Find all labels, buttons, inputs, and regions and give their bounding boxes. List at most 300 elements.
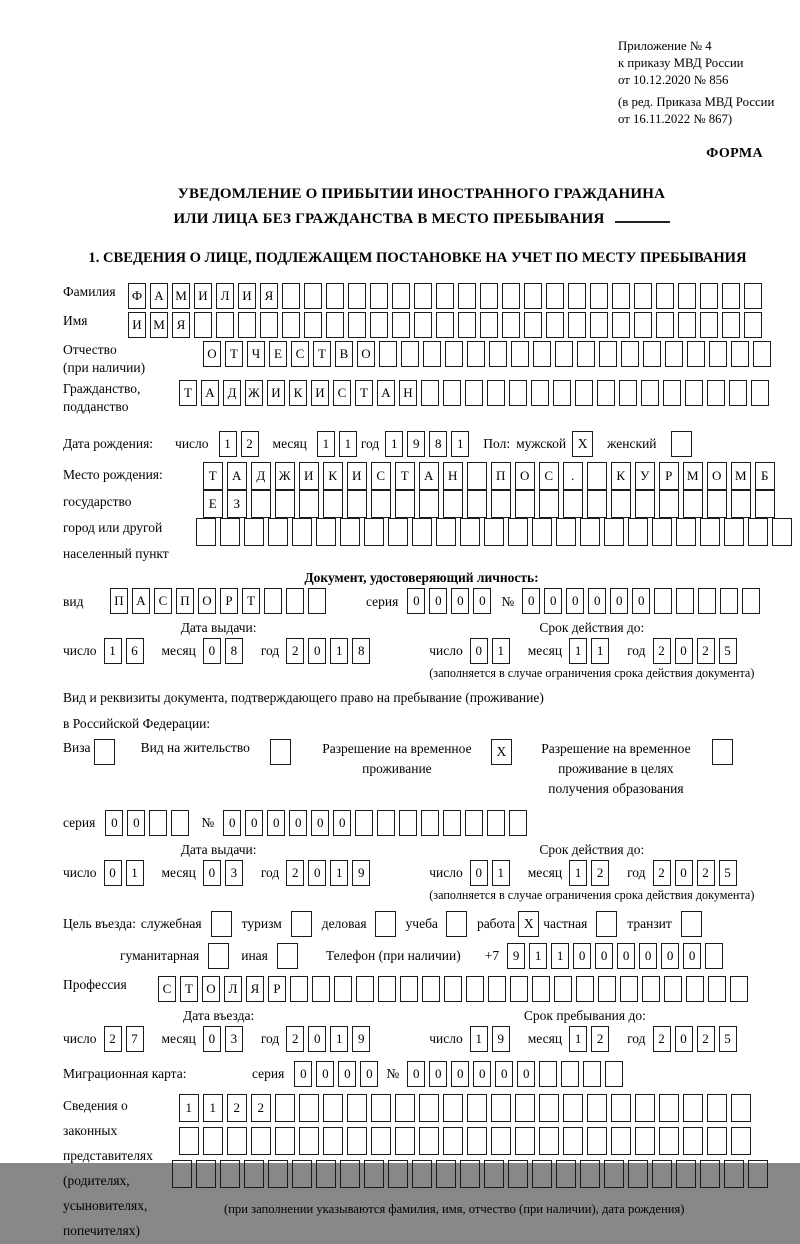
char-box[interactable]: [683, 490, 703, 518]
char-box[interactable]: [597, 380, 615, 406]
char-box[interactable]: И: [311, 380, 329, 406]
char-box[interactable]: [334, 976, 352, 1002]
char-box[interactable]: [371, 490, 391, 518]
char-box[interactable]: [502, 283, 520, 309]
char-box[interactable]: [532, 1160, 552, 1188]
char-box[interactable]: [484, 518, 504, 546]
char-box[interactable]: 0: [470, 860, 488, 886]
char-box[interactable]: 0: [308, 860, 326, 886]
char-box[interactable]: 0: [245, 810, 263, 836]
char-box[interactable]: [304, 283, 322, 309]
char-box[interactable]: [299, 1094, 319, 1122]
char-box[interactable]: [604, 1160, 624, 1188]
char-box[interactable]: [282, 312, 300, 338]
char-box[interactable]: 0: [632, 588, 650, 614]
char-box[interactable]: Т: [225, 341, 243, 367]
char-box[interactable]: [419, 490, 439, 518]
char-box[interactable]: 9: [352, 860, 370, 886]
char-box[interactable]: [580, 518, 600, 546]
char-box[interactable]: [683, 1127, 703, 1155]
char-box[interactable]: [445, 341, 463, 367]
char-box[interactable]: 2: [251, 1094, 271, 1122]
char-box[interactable]: [489, 341, 507, 367]
char-box[interactable]: У: [635, 462, 655, 490]
char-box[interactable]: 9: [352, 1026, 370, 1052]
char-box[interactable]: [634, 312, 652, 338]
char-box[interactable]: [414, 283, 432, 309]
char-box[interactable]: [515, 490, 535, 518]
char-box[interactable]: [621, 341, 639, 367]
char-box[interactable]: 2: [653, 638, 671, 664]
char-box[interactable]: [392, 312, 410, 338]
char-box[interactable]: [370, 283, 388, 309]
char-box[interactable]: А: [132, 588, 150, 614]
char-box[interactable]: Н: [399, 380, 417, 406]
char-box[interactable]: 1: [330, 638, 348, 664]
char-box[interactable]: [612, 283, 630, 309]
char-box[interactable]: [546, 312, 564, 338]
char-box[interactable]: [515, 1094, 535, 1122]
purpose-other-checkbox[interactable]: [277, 943, 298, 969]
char-box[interactable]: [264, 588, 282, 614]
char-box[interactable]: [685, 380, 703, 406]
char-box[interactable]: А: [419, 462, 439, 490]
char-box[interactable]: [676, 588, 694, 614]
char-box[interactable]: 3: [225, 1026, 243, 1052]
char-box[interactable]: [275, 1094, 295, 1122]
char-box[interactable]: Я: [172, 312, 190, 338]
char-box[interactable]: [722, 283, 740, 309]
char-box[interactable]: 9: [507, 943, 525, 969]
char-box[interactable]: 0: [544, 588, 562, 614]
char-box[interactable]: Д: [223, 380, 241, 406]
char-box[interactable]: 8: [352, 638, 370, 664]
char-box[interactable]: [275, 1127, 295, 1155]
char-box[interactable]: [458, 283, 476, 309]
char-box[interactable]: [605, 1061, 623, 1087]
char-box[interactable]: [172, 1160, 192, 1188]
char-box[interactable]: [641, 380, 659, 406]
char-box[interactable]: 1: [492, 860, 510, 886]
char-box[interactable]: С: [539, 462, 559, 490]
char-box[interactable]: [539, 1094, 559, 1122]
char-box[interactable]: [251, 490, 271, 518]
char-box[interactable]: Ж: [245, 380, 263, 406]
char-box[interactable]: [553, 380, 571, 406]
char-box[interactable]: А: [227, 462, 247, 490]
char-box[interactable]: 0: [223, 810, 241, 836]
char-box[interactable]: [556, 518, 576, 546]
char-box[interactable]: [532, 976, 550, 1002]
char-box[interactable]: [395, 1127, 415, 1155]
char-box[interactable]: М: [172, 283, 190, 309]
char-box[interactable]: [587, 1094, 607, 1122]
char-box[interactable]: [467, 341, 485, 367]
char-box[interactable]: [395, 490, 415, 518]
char-box[interactable]: [467, 490, 487, 518]
char-box[interactable]: В: [335, 341, 353, 367]
char-box[interactable]: [484, 1160, 504, 1188]
char-box[interactable]: 1: [179, 1094, 199, 1122]
char-box[interactable]: 0: [661, 943, 679, 969]
char-box[interactable]: 9: [407, 431, 425, 457]
char-box[interactable]: О: [203, 341, 221, 367]
char-box[interactable]: [604, 518, 624, 546]
char-box[interactable]: [443, 380, 461, 406]
char-box[interactable]: 0: [333, 810, 351, 836]
char-box[interactable]: П: [176, 588, 194, 614]
char-box[interactable]: 0: [104, 860, 122, 886]
char-box[interactable]: [400, 976, 418, 1002]
char-box[interactable]: [412, 1160, 432, 1188]
char-box[interactable]: 2: [697, 1026, 715, 1052]
char-box[interactable]: [395, 1094, 415, 1122]
char-box[interactable]: Б: [755, 462, 775, 490]
char-box[interactable]: [678, 283, 696, 309]
char-box[interactable]: [244, 1160, 264, 1188]
char-box[interactable]: [347, 490, 367, 518]
char-box[interactable]: С: [158, 976, 176, 1002]
char-box[interactable]: [705, 943, 723, 969]
purpose-study-checkbox[interactable]: [446, 911, 467, 937]
char-box[interactable]: [663, 380, 681, 406]
char-box[interactable]: [412, 518, 432, 546]
char-box[interactable]: [561, 1061, 579, 1087]
char-box[interactable]: [654, 588, 672, 614]
char-box[interactable]: [436, 518, 456, 546]
char-box[interactable]: 0: [639, 943, 657, 969]
char-box[interactable]: [659, 490, 679, 518]
char-box[interactable]: [628, 1160, 648, 1188]
sex-male-checkbox[interactable]: X: [572, 431, 593, 457]
char-box[interactable]: [466, 976, 484, 1002]
char-box[interactable]: К: [323, 462, 343, 490]
char-box[interactable]: [377, 810, 395, 836]
char-box[interactable]: 0: [675, 638, 693, 664]
char-box[interactable]: 0: [127, 810, 145, 836]
char-box[interactable]: 2: [227, 1094, 247, 1122]
char-box[interactable]: [227, 1127, 247, 1155]
char-box[interactable]: И: [347, 462, 367, 490]
char-box[interactable]: 1: [330, 1026, 348, 1052]
char-box[interactable]: 8: [225, 638, 243, 664]
char-box[interactable]: 1: [203, 1094, 223, 1122]
char-box[interactable]: [687, 341, 705, 367]
char-box[interactable]: 0: [267, 810, 285, 836]
char-box[interactable]: [323, 490, 343, 518]
char-box[interactable]: [347, 1127, 367, 1155]
char-box[interactable]: [619, 380, 637, 406]
char-box[interactable]: [590, 312, 608, 338]
char-box[interactable]: [576, 976, 594, 1002]
char-box[interactable]: [491, 490, 511, 518]
visa-checkbox[interactable]: [94, 739, 115, 765]
char-box[interactable]: 1: [551, 943, 569, 969]
purpose-humanitarian-checkbox[interactable]: [208, 943, 229, 969]
char-box[interactable]: 1: [569, 860, 587, 886]
char-box[interactable]: [676, 518, 696, 546]
char-box[interactable]: [729, 380, 747, 406]
char-box[interactable]: [546, 283, 564, 309]
char-box[interactable]: [744, 283, 762, 309]
char-box[interactable]: 1: [317, 431, 335, 457]
char-box[interactable]: [556, 1160, 576, 1188]
char-box[interactable]: [665, 341, 683, 367]
char-box[interactable]: [753, 341, 771, 367]
char-box[interactable]: [577, 341, 595, 367]
char-box[interactable]: К: [611, 462, 631, 490]
char-box[interactable]: Я: [260, 283, 278, 309]
char-box[interactable]: [652, 518, 672, 546]
char-box[interactable]: 2: [653, 860, 671, 886]
char-box[interactable]: [260, 312, 278, 338]
char-box[interactable]: [392, 283, 410, 309]
char-box[interactable]: [755, 490, 775, 518]
char-box[interactable]: [502, 312, 520, 338]
char-box[interactable]: [487, 380, 505, 406]
char-box[interactable]: 2: [697, 638, 715, 664]
char-box[interactable]: [419, 1127, 439, 1155]
char-box[interactable]: [720, 588, 738, 614]
char-box[interactable]: 0: [316, 1061, 334, 1087]
char-box[interactable]: [340, 518, 360, 546]
char-box[interactable]: [563, 1127, 583, 1155]
char-box[interactable]: Т: [179, 380, 197, 406]
char-box[interactable]: [323, 1127, 343, 1155]
char-box[interactable]: 0: [470, 638, 488, 664]
char-box[interactable]: 5: [719, 1026, 737, 1052]
char-box[interactable]: Я: [246, 976, 264, 1002]
char-box[interactable]: 5: [719, 860, 737, 886]
char-box[interactable]: [491, 1094, 511, 1122]
char-box[interactable]: [515, 1127, 535, 1155]
char-box[interactable]: 0: [451, 588, 469, 614]
char-box[interactable]: [652, 1160, 672, 1188]
char-box[interactable]: Т: [242, 588, 260, 614]
char-box[interactable]: 0: [407, 1061, 425, 1087]
char-box[interactable]: 0: [308, 1026, 326, 1052]
char-box[interactable]: [509, 810, 527, 836]
char-box[interactable]: 0: [289, 810, 307, 836]
char-box[interactable]: О: [198, 588, 216, 614]
char-box[interactable]: 2: [591, 860, 609, 886]
char-box[interactable]: [580, 1160, 600, 1188]
char-box[interactable]: С: [371, 462, 391, 490]
char-box[interactable]: [268, 518, 288, 546]
sex-female-checkbox[interactable]: [671, 431, 692, 457]
char-box[interactable]: Ч: [247, 341, 265, 367]
char-box[interactable]: [480, 312, 498, 338]
char-box[interactable]: [539, 1127, 559, 1155]
char-box[interactable]: [568, 312, 586, 338]
char-box[interactable]: [531, 380, 549, 406]
char-box[interactable]: М: [683, 462, 703, 490]
char-box[interactable]: 3: [225, 860, 243, 886]
char-box[interactable]: [724, 518, 744, 546]
char-box[interactable]: [458, 312, 476, 338]
char-box[interactable]: [421, 810, 439, 836]
char-box[interactable]: И: [128, 312, 146, 338]
char-box[interactable]: [444, 976, 462, 1002]
char-box[interactable]: [275, 490, 295, 518]
char-box[interactable]: [299, 490, 319, 518]
char-box[interactable]: И: [299, 462, 319, 490]
char-box[interactable]: [678, 312, 696, 338]
char-box[interactable]: [634, 283, 652, 309]
char-box[interactable]: [700, 312, 718, 338]
char-box[interactable]: [216, 312, 234, 338]
char-box[interactable]: И: [238, 283, 256, 309]
char-box[interactable]: [620, 976, 638, 1002]
char-box[interactable]: 0: [451, 1061, 469, 1087]
char-box[interactable]: [642, 976, 660, 1002]
char-box[interactable]: [587, 462, 607, 490]
char-box[interactable]: [388, 1160, 408, 1188]
char-box[interactable]: О: [515, 462, 535, 490]
char-box[interactable]: П: [491, 462, 511, 490]
char-box[interactable]: [290, 976, 308, 1002]
purpose-transit-checkbox[interactable]: [681, 911, 702, 937]
char-box[interactable]: [194, 312, 212, 338]
char-box[interactable]: Д: [251, 462, 271, 490]
char-box[interactable]: И: [194, 283, 212, 309]
char-box[interactable]: [510, 976, 528, 1002]
char-box[interactable]: [220, 1160, 240, 1188]
char-box[interactable]: [488, 976, 506, 1002]
char-box[interactable]: [467, 462, 487, 490]
char-box[interactable]: [539, 1061, 557, 1087]
char-box[interactable]: [509, 380, 527, 406]
char-box[interactable]: [724, 1160, 744, 1188]
char-box[interactable]: [508, 518, 528, 546]
char-box[interactable]: О: [357, 341, 375, 367]
char-box[interactable]: Ж: [275, 462, 295, 490]
char-box[interactable]: И: [267, 380, 285, 406]
char-box[interactable]: [659, 1094, 679, 1122]
char-box[interactable]: [196, 518, 216, 546]
char-box[interactable]: .: [563, 462, 583, 490]
char-box[interactable]: 0: [595, 943, 613, 969]
char-box[interactable]: 1: [104, 638, 122, 664]
char-box[interactable]: [700, 1160, 720, 1188]
char-box[interactable]: [730, 976, 748, 1002]
char-box[interactable]: [628, 518, 648, 546]
char-box[interactable]: [323, 1094, 343, 1122]
char-box[interactable]: [436, 1160, 456, 1188]
char-box[interactable]: [443, 490, 463, 518]
char-box[interactable]: [421, 380, 439, 406]
char-box[interactable]: [282, 283, 300, 309]
char-box[interactable]: [286, 588, 304, 614]
char-box[interactable]: Е: [269, 341, 287, 367]
char-box[interactable]: 2: [241, 431, 259, 457]
char-box[interactable]: [371, 1127, 391, 1155]
char-box[interactable]: Р: [268, 976, 286, 1002]
char-box[interactable]: 0: [522, 588, 540, 614]
char-box[interactable]: [511, 341, 529, 367]
char-box[interactable]: [312, 976, 330, 1002]
char-box[interactable]: [419, 1094, 439, 1122]
char-box[interactable]: 0: [617, 943, 635, 969]
char-box[interactable]: [508, 1160, 528, 1188]
char-box[interactable]: 2: [591, 1026, 609, 1052]
char-box[interactable]: 0: [517, 1061, 535, 1087]
char-box[interactable]: [722, 312, 740, 338]
char-box[interactable]: [700, 518, 720, 546]
char-box[interactable]: 0: [407, 588, 425, 614]
char-box[interactable]: [203, 1127, 223, 1155]
char-box[interactable]: 1: [451, 431, 469, 457]
char-box[interactable]: [563, 1094, 583, 1122]
char-box[interactable]: 0: [338, 1061, 356, 1087]
char-box[interactable]: [460, 518, 480, 546]
char-box[interactable]: 8: [429, 431, 447, 457]
char-box[interactable]: [554, 976, 572, 1002]
char-box[interactable]: 1: [330, 860, 348, 886]
char-box[interactable]: [326, 283, 344, 309]
char-box[interactable]: [465, 380, 483, 406]
char-box[interactable]: А: [377, 380, 395, 406]
char-box[interactable]: 0: [311, 810, 329, 836]
char-box[interactable]: Т: [203, 462, 223, 490]
char-box[interactable]: [611, 490, 631, 518]
char-box[interactable]: 0: [473, 588, 491, 614]
char-box[interactable]: [612, 312, 630, 338]
char-box[interactable]: Т: [395, 462, 415, 490]
char-box[interactable]: [587, 1127, 607, 1155]
char-box[interactable]: [244, 518, 264, 546]
char-box[interactable]: Т: [180, 976, 198, 1002]
char-box[interactable]: [370, 312, 388, 338]
char-box[interactable]: [388, 518, 408, 546]
char-box[interactable]: 0: [294, 1061, 312, 1087]
char-box[interactable]: 0: [573, 943, 591, 969]
char-box[interactable]: [698, 588, 716, 614]
char-box[interactable]: [356, 976, 374, 1002]
char-box[interactable]: [683, 1094, 703, 1122]
char-box[interactable]: 0: [588, 588, 606, 614]
char-box[interactable]: [539, 490, 559, 518]
char-box[interactable]: 1: [591, 638, 609, 664]
char-box[interactable]: [487, 810, 505, 836]
char-box[interactable]: С: [333, 380, 351, 406]
char-box[interactable]: [467, 1127, 487, 1155]
char-box[interactable]: [643, 341, 661, 367]
char-box[interactable]: [744, 312, 762, 338]
char-box[interactable]: Р: [659, 462, 679, 490]
char-box[interactable]: [268, 1160, 288, 1188]
purpose-work-checkbox[interactable]: X: [518, 911, 539, 937]
char-box[interactable]: [347, 1094, 367, 1122]
char-box[interactable]: [491, 1127, 511, 1155]
char-box[interactable]: 1: [219, 431, 237, 457]
char-box[interactable]: [238, 312, 256, 338]
char-box[interactable]: Ф: [128, 283, 146, 309]
temp-permit-edu-checkbox[interactable]: [712, 739, 733, 765]
char-box[interactable]: [707, 380, 725, 406]
char-box[interactable]: [179, 1127, 199, 1155]
char-box[interactable]: [460, 1160, 480, 1188]
residence-permit-checkbox[interactable]: [270, 739, 291, 765]
char-box[interactable]: О: [202, 976, 220, 1002]
char-box[interactable]: [414, 312, 432, 338]
char-box[interactable]: [308, 588, 326, 614]
char-box[interactable]: 0: [683, 943, 701, 969]
char-box[interactable]: [599, 341, 617, 367]
char-box[interactable]: Т: [355, 380, 373, 406]
char-box[interactable]: 0: [473, 1061, 491, 1087]
char-box[interactable]: 1: [385, 431, 403, 457]
